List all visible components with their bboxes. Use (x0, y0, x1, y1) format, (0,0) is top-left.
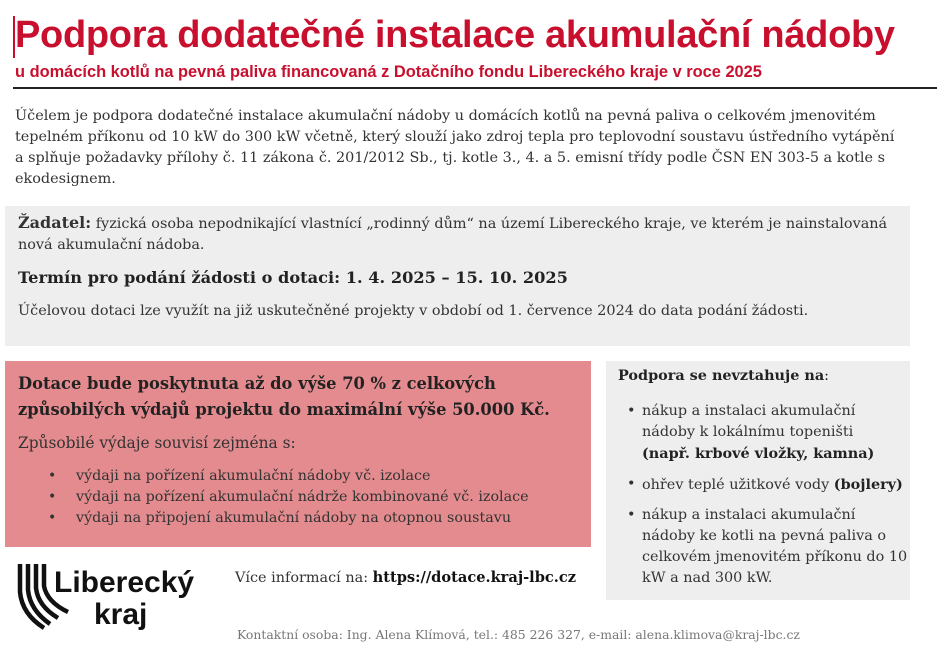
list-item-emphasis: (bojlery) (833, 476, 903, 493)
list-item-text: nákup a instalaci akumulační nádoby k lokálnímu topeništi (642, 403, 856, 440)
list-item (624, 474, 910, 496)
list-item (624, 401, 910, 465)
exclusions-title (618, 367, 829, 384)
liberecky-kraj-logo (16, 562, 196, 632)
applicant-text: fyzická osoba nepodnikající vlastnící „rodinný dům“ na území Libereckého kraje, ve kterém je nainstalovaná nová akumulační nádoba. (18, 216, 888, 253)
intro-paragraph: Účelem je podpora dodatečné instalace akumulační nádoby u domácích kotlů na pevná paliva o celkovém jmenovitém tepelném příkonu od 10 kW do 300 kW včetně, který slouží jako zdroj tepla pro teplovodní soustavu ústředního vytápění a splňuje požadavky přílohy č. 11 zákona č. 201/2012 Sb., tj. kotle 3., 4. a 5. emisní třídy podle ČSN EN 303-5 a kotle s ekodesignem. (15, 108, 895, 187)
deadline: Termín pro podání žádosti o dotaci: 1. 4. 2025 – 15. 10. 2025 (18, 268, 568, 287)
exclusions-title-text: Podpora se nevztahuje na (618, 367, 825, 384)
exclusions-title-colon: : (824, 368, 830, 384)
contact-line: Kontaktní osoba: Ing. Alena Klímová, tel.: 485 226 327, e-mail: alena.klimova@kraj-lbc.cz (237, 627, 800, 642)
list-item: • výdaji na připojení akumulační nádoby na otopnou soustavu (18, 508, 529, 529)
page-subtitle: u domácích kotlů na pevná paliva financovaná z Dotačního fondu Libereckého kraje v roce 2025 (15, 63, 762, 81)
list-item-text: nákup a instalaci akumulační nádoby ke kotli na pevná paliva o celkovém jmenovitém příkonu do 10 kW a nad 300 kW. (642, 507, 908, 586)
header-divider (13, 87, 937, 89)
subsidy-headline: Dotace bude poskytnuta až do výše 70 % z celkových způsobilých výdajů projektu do maximální výše 50.000 Kč. (18, 374, 550, 419)
eligibility-period-note: Účelovou dotaci lze využít na již uskutečněné projekty v období od 1. července 2024 do data podání žádosti. (18, 303, 809, 319)
exclusions-list (624, 401, 910, 598)
page-title: Podpora dodatečné instalace akumulační nádoby (15, 14, 895, 56)
more-info-label: Více informací na: (235, 570, 369, 586)
list-item: • výdaji na pořízení akumulační nádoby vč. izolace (18, 466, 529, 487)
more-info (235, 569, 576, 586)
applicant-paragraph (18, 212, 898, 256)
logo-line2: kraj (94, 598, 148, 631)
logo-graphic (16, 562, 196, 632)
list-item-emphasis: (např. krbové vložky, kamna) (642, 445, 875, 462)
eligible-costs-title: Způsobilé výdaje souvisí zejména s: (18, 434, 296, 452)
list-item: • výdaji na pořízení akumulační nádrže kombinované vč. izolace (18, 487, 529, 508)
list-item (624, 505, 910, 589)
applicant-label: Žadatel: (18, 213, 92, 232)
logo-line1: Liberecký (54, 566, 195, 599)
list-item-text: ohřev teplé užitkové vody (642, 477, 830, 493)
eligible-costs-list (18, 466, 529, 529)
website-link[interactable]: https://dotace.kraj-lbc.cz (372, 569, 577, 586)
